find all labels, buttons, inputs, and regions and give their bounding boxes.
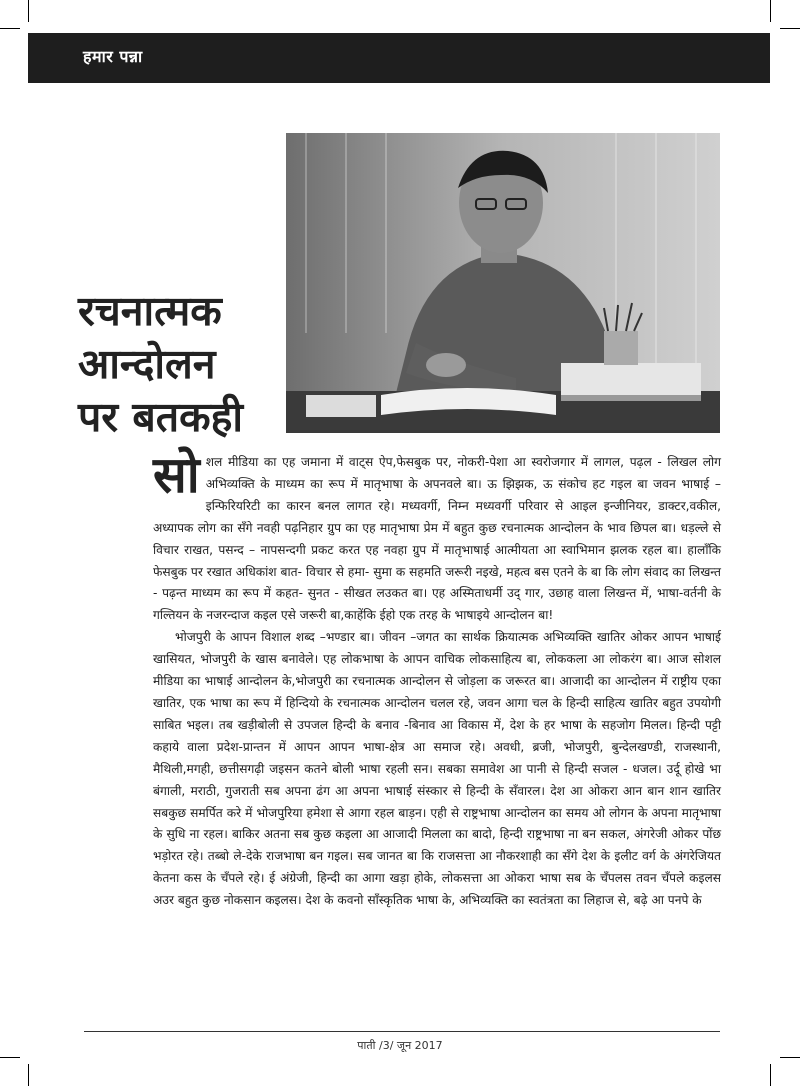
crop-mark	[28, 0, 29, 22]
paragraph-1-text: शल मीडिया का एह जमाना में वाट्स ऐप,फेसबुक पर, नोकरी-पेशा आ स्वरोजगार में लागल, पढ़ल - लिखल लोग अभिव्यक्ति के माध्यम का रूप में मातृभाषा के अपनवले बा। ऊ झिझक, ऊ संकोच हट गइल बा जवन भाषाई –इन्फिरियरिटी का कारन बनल लागत रहे। मध्यवर्गी, निम्न मध्यवर्गी परिवार से आइल इन्जीनियर, डाक्टर,वकील, अध्यापक लोग का सँगे नवही पढ़निहार ग्रुप का एह मातृभाषा प्रेम में बहुत कुछ रचनात्मक आन्दोलन के भाव छिपल बा। धड़ल्ले से विचार राखत, पसन्द – नापसन्दगी प्रकट करत एह नवहा ग्रुप में मातृभाषाई आत्मीयता आ स्वाभिमान झलक रहल बा। हालाँकि फेसबुक पर रखात अधिकांश बात- विचार से हमा- सुमा क सहमति जरूरी नइखे, महत्व बस एतने के बा कि लोग संवाद का लिखन्त - पढ़न्त माध्यम का रूप में कहत- सुनत - सीखत लउकत बा। एह अस्मिताधर्मी उद् गार, उछाह वाला लिखन्त में, भाषा-वर्तनी के गल्तियन के नजरन्दाज कइल एसे जरूरी बा,काहेंकि ईहो एक तरह के भाषाइये आन्दोलन बा!	[153, 455, 721, 623]
crop-mark	[0, 28, 20, 29]
paragraph-2: भोजपुरी के आपन विशाल शब्द –भण्डार बा। जीवन –जगत का सार्थक क्रियात्मक अभिव्यक्ति खातिर ओकर आपन भाषाई खासियत, भोजपुरी के खास बनावेले। एह लोकभाषा के आपन वाचिक लोकसाहित्य बा, लोककला आ लोकरंग बा। आज सोशल मीडिया का भाषाई आन्दोलन के,भोजपुरी का रचनात्मक आन्दोलन से जोड़ला क जरूरत बा। आजादी का आन्दोलन में राष्ट्रीय एका खातिर, एक भाषा का रूप में हिन्दियो के रचनात्मक आन्दोलन चलल रहे, जवन आगा चल के हिन्दी साहित्य खातिर बहुत उपयोगी साबित भइल। तब खड़ीबोली से उपजल हिन्दी के बनाव -बिनाव आ विकास में, देश के हर भाषा के सहजोग मिलल। हिन्दी पट्टी कहाये वाला प्रदेश-प्रान्तन में आपन आपन भाषा-क्षेत्र आ समाज रहे। अवधी, ब्रजी, भोजपुरी, बुन्देलखण्डी, राजस्थानी, मैथिली,मगही, छत्तीसगढ़ी जइसन कतने बोली भाषा रहली सन। सबका समावेश आ पानी से हिन्दी सजल - धजल। उर्दू होखे भा बंगाली, मराठी, गुजराती सब अपना ढंग आ अपना भाषाई संस्कार से हिन्दी के सँवारल। देश आ ओकरा आन बान शान खातिर सबकुछ समर्पित करे में भोजपुरिया हमेशा से आगा रहल बाड़न। एही से राष्ट्रभाषा आन्दोलन का समय ओ लोगन के अपना मातृभाषा के सुधि ना रहल। बाकिर अतना सब कुछ कइला आ आजादी मिलला का बादो, हिन्दी राष्ट्रभाषा ना बन सकल, अंगरेजी ओकर पोंछ भड़ोरत रहे। तब्बो ले-देके राजभाषा बन गइल। सब जानत बा कि राजसत्ता आ नौकरशाही का सँगे देश के इलीट वर्ग के अंगरेजियत केतना कस के चँपले रहे। ई अंग्रेजी, हिन्दी का आगा खड़ा होके, लोकसत्ता आ ओकरा भाषा सब के चँपलस तवन चँपले कइलस अउर बहुत कुछ नोकसान कइलस। देश के कवनो साँस्कृतिक भाषा के, अभिव्यक्ति का स्वतंत्रता का लिहाज से, बढ़े आ पनपे के	[153, 630, 721, 908]
article-headline	[78, 285, 283, 444]
headline-line: पर बतकही	[78, 393, 243, 441]
headline-line: रचनात्मक	[78, 287, 222, 335]
headline-line: आन्दोलन	[78, 340, 216, 388]
crop-mark	[780, 28, 800, 29]
article-body	[153, 446, 721, 912]
page-folio: पाती /3/ जून 2017	[357, 1039, 443, 1052]
crop-mark	[770, 1064, 771, 1086]
footer-rule	[84, 1031, 720, 1032]
section-title: हमार पन्ना	[83, 47, 143, 66]
section-header	[28, 33, 770, 83]
paragraph-1	[153, 446, 721, 627]
crop-mark	[28, 1064, 29, 1086]
crop-mark	[770, 0, 771, 22]
author-photo	[286, 133, 720, 433]
crop-mark	[0, 1057, 20, 1058]
crop-mark	[780, 1057, 800, 1058]
drop-cap: सो	[153, 446, 200, 504]
